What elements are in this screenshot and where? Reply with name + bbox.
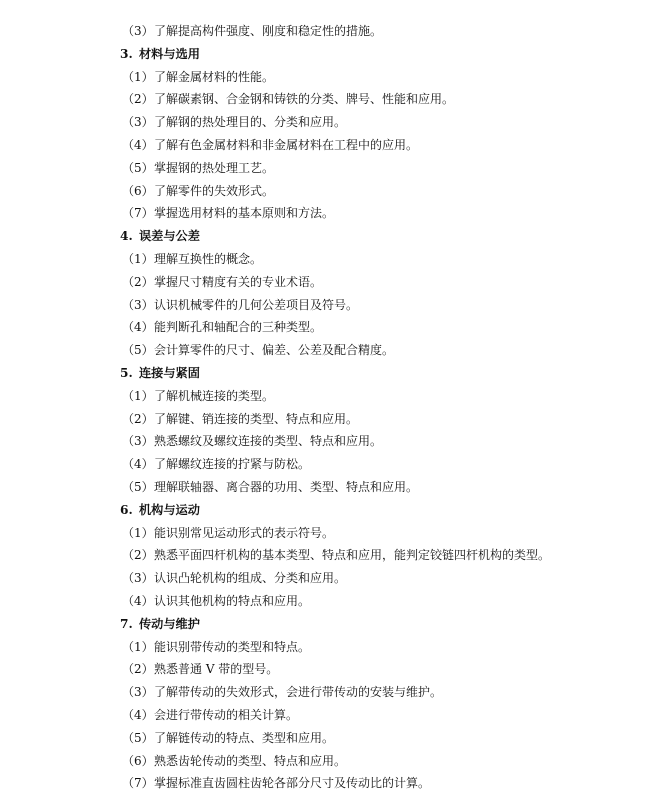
item-index: （4）: [122, 707, 154, 722]
list-item: [0, 385, 666, 408]
item-index: （3）: [122, 685, 154, 700]
list-item: [0, 339, 666, 362]
item-text: 了解碳素钢、合金钢和铸铁的分类、牌号、性能和应用。: [154, 92, 455, 107]
item-index: （1）: [122, 639, 154, 654]
item-index: （3）: [122, 115, 154, 130]
item-index: （3）: [122, 434, 154, 449]
item-index: （3）: [122, 24, 154, 38]
item-index: （2）: [122, 92, 154, 107]
item-index: （2）: [122, 548, 154, 563]
item-text: 理解互换性的概念。: [154, 251, 263, 266]
section-heading: [0, 362, 666, 385]
item-text: 了解带传动的失效形式，会进行带传动的安装与维护。: [154, 685, 443, 700]
item-index: （4）: [122, 457, 154, 472]
list-item: [0, 590, 666, 613]
section-heading: [0, 499, 666, 522]
section-number: 7.: [120, 616, 133, 631]
list-item: [0, 567, 666, 590]
section-heading: [0, 225, 666, 248]
list-item: [0, 157, 666, 180]
item-index: （4）: [122, 593, 154, 608]
list-item: [0, 750, 666, 773]
section-heading: [0, 613, 666, 636]
item-text: 认识机械零件的几何公差项目及符号。: [154, 297, 359, 312]
item-text: 了解键、销连接的类型、特点和应用。: [154, 411, 359, 426]
item-text: 熟悉普通 V 带的型号。: [154, 662, 279, 677]
item-text: 掌握选用材料的基本原则和方法。: [154, 206, 335, 221]
item-index: （4）: [122, 320, 154, 335]
section-title: 误差与公差: [139, 229, 200, 244]
list-item: [0, 453, 666, 476]
section-title: 材料与选用: [139, 46, 200, 61]
list-item: [0, 636, 666, 659]
item-text: 会进行带传动的相关计算。: [154, 707, 299, 722]
item-index: （1）: [122, 388, 154, 403]
item-index: （2）: [122, 274, 154, 289]
item-text: 了解有色金属材料和非金属材料在工程中的应用。: [154, 137, 419, 152]
list-item: [0, 681, 666, 704]
list-item: [0, 202, 666, 225]
list-item: [0, 544, 666, 567]
list-item: [0, 522, 666, 545]
section-number: 5.: [120, 365, 133, 380]
item-index: （7）: [122, 206, 154, 221]
item-text: 认识凸轮机构的组成、分类和应用。: [154, 571, 347, 586]
list-item: [0, 772, 666, 795]
item-index: （2）: [122, 662, 154, 677]
item-index: （4）: [122, 137, 154, 152]
item-index: （3）: [122, 571, 154, 586]
item-text: 了解钢的热处理目的、分类和应用。: [154, 115, 347, 130]
item-text: 了解链传动的特点、类型和应用。: [154, 730, 335, 745]
item-text: 掌握尺寸精度有关的专业术语。: [154, 274, 323, 289]
item-text: 能识别常见运动形式的表示符号。: [154, 525, 335, 540]
list-item: [0, 658, 666, 681]
item-text: 了解机械连接的类型。: [154, 388, 275, 403]
item-index: （3）: [122, 297, 154, 312]
item-text: 了解提高构件强度、刚度和稳定性的措施。: [154, 24, 383, 38]
item-text: 了解螺纹连接的拧紧与防松。: [154, 457, 311, 472]
list-item: [0, 134, 666, 157]
item-text: 了解零件的失效形式。: [154, 183, 275, 198]
list-item: [0, 408, 666, 431]
item-index: （5）: [122, 479, 154, 494]
item-text: 能判断孔和轴配合的三种类型。: [154, 320, 323, 335]
item-text: 了解金属材料的性能。: [154, 69, 275, 84]
item-text: 熟悉平面四杆机构的基本类型、特点和应用，能判定铰链四杆机构的类型。: [154, 548, 551, 563]
section-number: 4.: [120, 229, 133, 244]
list-item: [0, 316, 666, 339]
item-text: 掌握标准直齿圆柱齿轮各部分尺寸及传动比的计算。: [154, 776, 431, 791]
section-title: 机构与运动: [139, 502, 200, 517]
item-text: 熟悉螺纹及螺纹连接的类型、特点和应用。: [154, 434, 383, 449]
section-title: 传动与维护: [139, 616, 200, 631]
list-item: [0, 476, 666, 499]
item-text: 理解联轴器、离合器的功用、类型、特点和应用。: [154, 479, 419, 494]
list-item: [0, 180, 666, 203]
item-index: （1）: [122, 525, 154, 540]
item-index: （6）: [122, 753, 154, 768]
list-item: [0, 271, 666, 294]
list-item: [0, 88, 666, 111]
list-item: [0, 66, 666, 89]
section-number: 6.: [120, 502, 133, 517]
item-index: （5）: [122, 730, 154, 745]
list-item: [0, 248, 666, 271]
item-index: （1）: [122, 69, 154, 84]
item-index: （2）: [122, 411, 154, 426]
item-index: （6）: [122, 183, 154, 198]
item-text: 掌握钢的热处理工艺。: [154, 160, 275, 175]
item-index: （1）: [122, 251, 154, 266]
item-index: （5）: [122, 343, 154, 358]
item-text: 认识其他机构的特点和应用。: [154, 593, 311, 608]
item-text: 能识别带传动的类型和特点。: [154, 639, 311, 654]
item-text: 会计算零件的尺寸、偏差、公差及配合精度。: [154, 343, 395, 358]
item-index: （7）: [122, 776, 154, 791]
list-item: [0, 430, 666, 453]
section-number: 3.: [120, 46, 133, 61]
list-item: [0, 20, 666, 43]
item-index: （5）: [122, 160, 154, 175]
list-item: [0, 727, 666, 750]
section-heading: [0, 43, 666, 66]
list-item: [0, 111, 666, 134]
document-page: [0, 20, 666, 795]
section-title: 连接与紧固: [139, 365, 200, 380]
list-item: [0, 294, 666, 317]
list-item: [0, 704, 666, 727]
item-text: 熟悉齿轮传动的类型、特点和应用。: [154, 753, 347, 768]
